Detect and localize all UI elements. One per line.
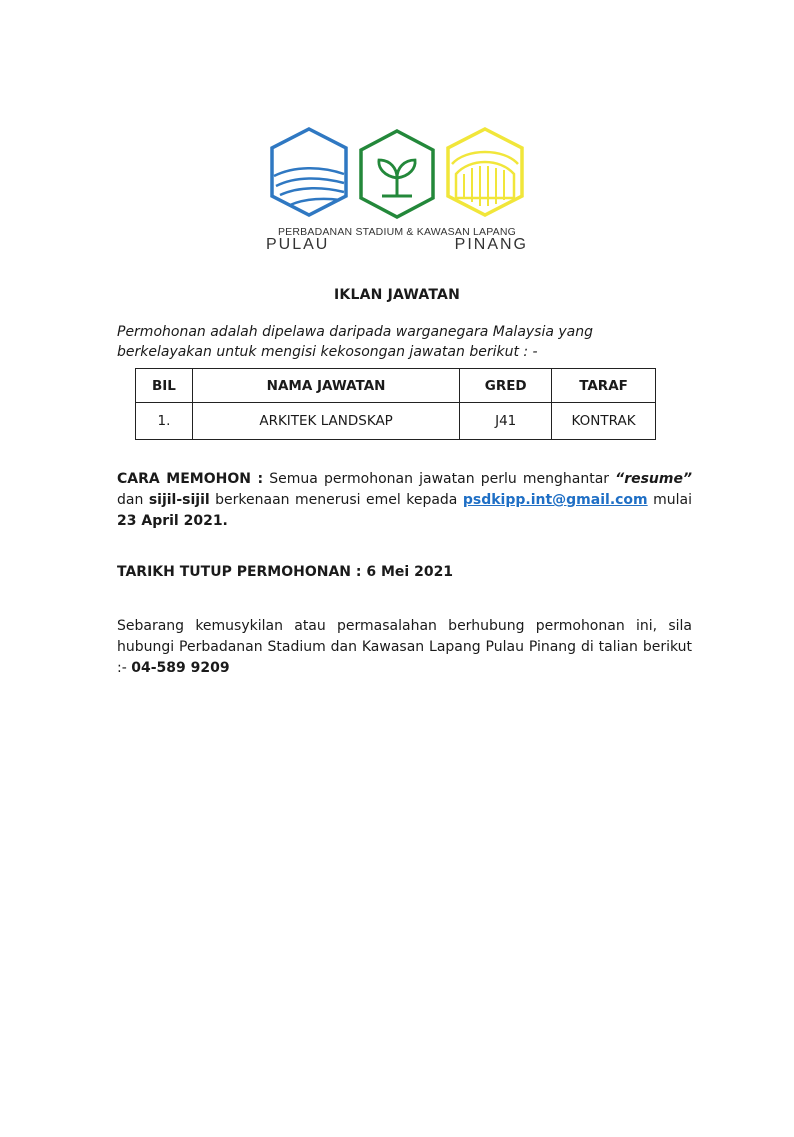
header-nama-jawatan: NAMA JAWATAN — [192, 369, 459, 403]
logo-location: PULAU PINANG — [266, 236, 528, 253]
contact-paragraph — [117, 616, 692, 679]
contact-phone: 04-589 9209 — [131, 660, 230, 676]
cell-gred: J41 — [460, 403, 552, 440]
table-header-row — [136, 369, 656, 403]
header-bil: BIL — [136, 369, 193, 403]
apply-label: CARA MEMOHON : — [117, 471, 264, 487]
apply-resume: “resume” — [615, 471, 692, 487]
cell-bil: 1. — [136, 403, 193, 440]
blue-hexagon-field-icon — [272, 129, 346, 215]
logo-org-name: PERBADANAN STADIUM & KAWASAN LAPANG — [277, 226, 517, 238]
closing-date — [117, 562, 692, 583]
cell-nama-jawatan: ARKITEK LANDSKAP — [192, 403, 459, 440]
apply-text-1: Semua permohonan jawatan perlu menghantar — [263, 471, 616, 487]
header-taraf: TARAF — [552, 369, 656, 403]
application-method-paragraph — [117, 469, 692, 532]
intro-line-1: Permohonan adalah dipelawa daripada warganegara Malaysia yang — [117, 324, 594, 340]
page-title: IKLAN JAWATAN — [334, 287, 460, 303]
apply-start-date: 23 April 2021. — [117, 513, 228, 529]
contact-text: Sebarang kemusykilan atau permasalahan berhubung permohonan ini, sila hubungi Perbadanan Stadium dan Kawasan Lapang Pulau Pinang di talian berikut :- — [117, 618, 692, 676]
apply-text-3: berkenaan menerusi emel kepada — [209, 492, 463, 508]
apply-text-4: mulai — [647, 492, 692, 508]
yellow-hexagon-stadium-icon — [448, 129, 522, 215]
organization-logo — [266, 126, 528, 224]
cell-taraf: KONTRAK — [552, 403, 656, 440]
job-table — [135, 368, 656, 440]
green-hexagon-sprout-icon — [361, 131, 433, 217]
email-link[interactable]: psdkipp.int@gmail.com — [462, 492, 648, 508]
apply-sijil: sijil-sijil — [148, 492, 210, 508]
apply-text-2: dan — [117, 492, 149, 508]
intro-line-2: berkelayakan untuk mengisi kekosongan jawatan berikut : - — [117, 344, 538, 360]
closing-label: TARIKH TUTUP PERMOHONAN : 6 Mei 2021 — [117, 564, 454, 580]
intro-paragraph — [117, 322, 677, 362]
header-gred: GRED — [460, 369, 552, 403]
table-row — [136, 403, 656, 440]
